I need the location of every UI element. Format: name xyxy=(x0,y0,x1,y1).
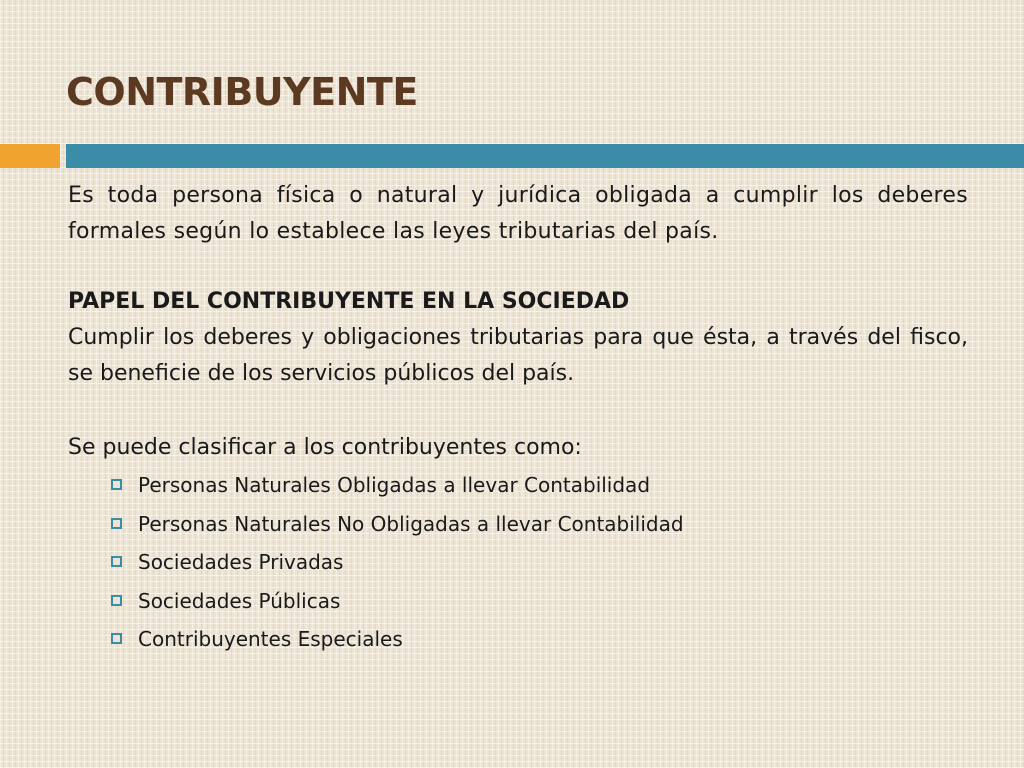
square-bullet-icon xyxy=(111,518,122,529)
list-item-label: Sociedades Públicas xyxy=(138,588,341,613)
square-bullet-icon xyxy=(111,595,122,606)
role-paragraph: Cumplir los deberes y obligaciones tributarias para que ésta, a través del fisco, se beneficie de los servicios públicos del país. xyxy=(68,325,968,386)
list-item xyxy=(108,620,968,659)
list-item-label: Contribuyentes Especiales xyxy=(138,627,403,651)
accent-bar xyxy=(0,144,60,168)
list-item xyxy=(108,505,968,544)
square-bullet-icon xyxy=(111,556,122,567)
classification-intro: Se puede clasificar a los contribuyentes como: xyxy=(68,435,582,460)
slide-title: CONTRIBUYENTE xyxy=(66,70,418,114)
list-item xyxy=(108,466,968,505)
list-item-label: Personas Naturales Obligadas a llevar Contabilidad xyxy=(138,473,651,497)
spacer xyxy=(68,392,968,430)
slide-content xyxy=(68,178,968,659)
list-item-label: Sociedades Privadas xyxy=(138,550,344,574)
list-item xyxy=(108,582,968,621)
square-bullet-icon xyxy=(111,479,122,490)
definition-paragraph: Es toda persona física o natural y jurídica obligada a cumplir los deberes formales según lo establece las leyes tributarias del país. xyxy=(68,183,968,244)
list-item-label: Personas Naturales No Obligadas a llevar Contabilidad xyxy=(138,511,684,536)
title-underline-bar xyxy=(66,144,1024,168)
list-item xyxy=(108,543,968,582)
classification-list xyxy=(68,466,968,659)
square-bullet-icon xyxy=(111,633,122,644)
role-heading: PAPEL DEL CONTRIBUYENTE EN LA SOCIEDAD xyxy=(68,289,630,314)
